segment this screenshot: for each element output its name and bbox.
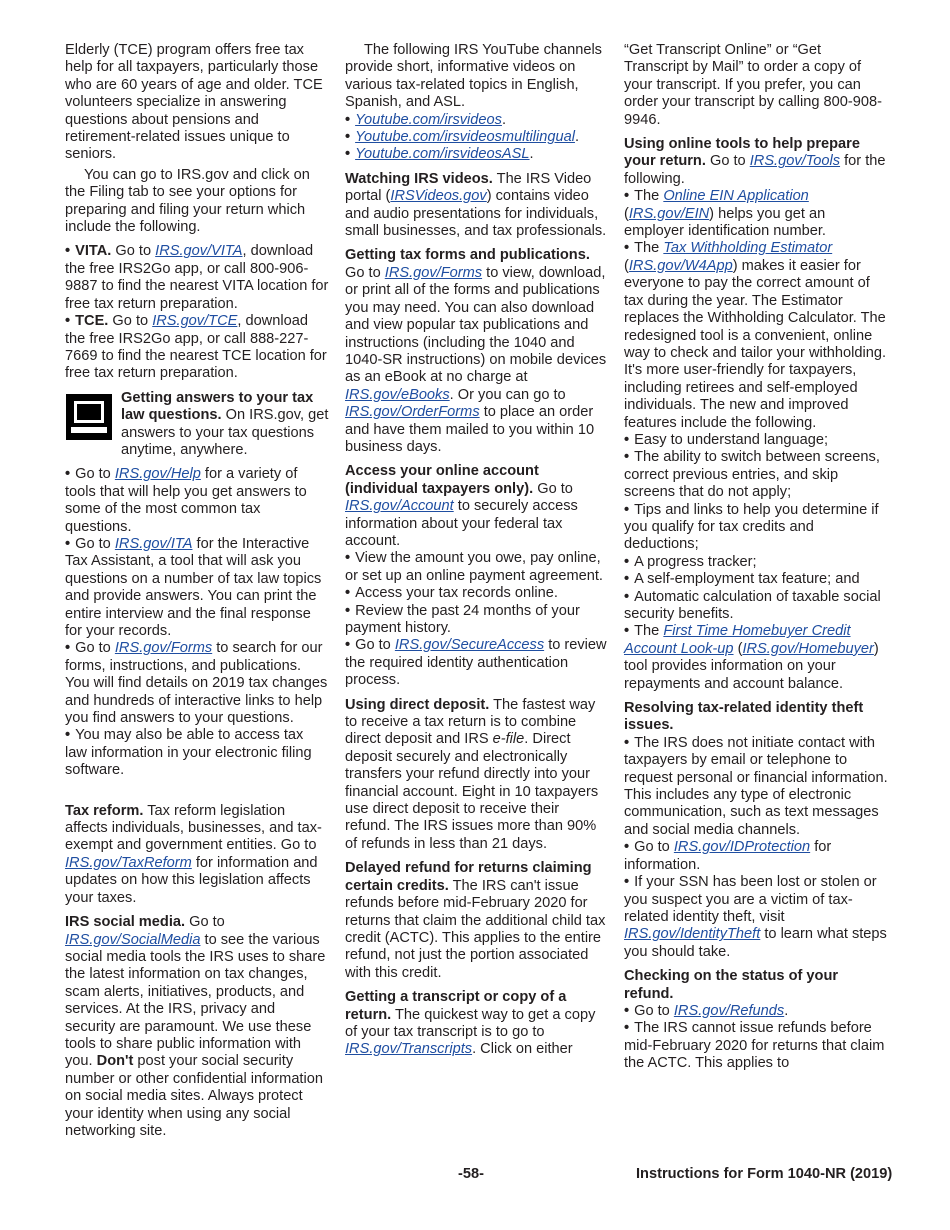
filing-paragraph: You can go to IRS.gov and click on the Filing tab to see your options for preparing and filing your return which include the following. (65, 166, 310, 236)
taxforms-paragraph: Getting tax forms and publications. Go to IRS.gov/Forms to view, download, or print all of the forms and publications you may need. You can also download and view popular tax publications and instructions (including the 1040 and 1040-SR instructions) on mobile devices as an eBook at no charge at IRS.gov/eBooks. Or you can go to IRS.gov/OrderForms to place an order and have them mailed to you within 10 business days. (345, 247, 607, 455)
transcript-paragraph: Getting a transcript or copy of a return. The quickest way to get a copy of your tax transcript is to go to IRS.gov/Transcripts. Click on either (345, 989, 596, 1058)
youtube-item: • Youtube.com/irsvideosmultilingual. (345, 129, 607, 146)
taxreform-link[interactable]: IRS.gov/TaxReform (65, 854, 192, 871)
refund-item: • The IRS cannot issue refunds before mid-February 2020 for returns that claim the ACTC. This applies to (624, 1020, 888, 1072)
forms-link-2[interactable]: IRS.gov/Forms (384, 264, 483, 281)
identitytheft-link[interactable]: IRS.gov/IdentityTheft (624, 926, 761, 943)
youtube-item: • Youtube.com/irsvideosASL. (345, 146, 607, 163)
account-link[interactable]: IRS.gov/Account (345, 498, 454, 515)
ebooks-link[interactable]: IRS.gov/eBooks (345, 386, 450, 403)
reform-paragraph: Tax reform. Tax reform legislation affects individuals, businesses, and tax-exempt and government entities. Go to IRS.gov/TaxReform for information and updates on how this legislation affects your taxes. (65, 802, 322, 906)
feature-item: • Tips and links to help you determine if you qualify for tax credits and deductions; (624, 502, 888, 554)
feature-item: • A self-employment tax feature; and (624, 571, 888, 588)
ein-item: • The Online EIN Application (IRS.gov/EIN) helps you get an employer identification number. (624, 188, 888, 240)
tools-link[interactable]: IRS.gov/Tools (749, 153, 841, 170)
account-bullet: • Access your tax records online. (345, 585, 607, 602)
tce-item: • TCE. Go to IRS.gov/TCE, download the free IRS2Go app, or call 888-227-7669 to find the nearest TCE location for free tax return preparation. (65, 313, 329, 383)
orderforms-link[interactable]: IRS.gov/OrderForms (345, 404, 480, 421)
page-number: -58- (458, 1166, 484, 1182)
transcript-continued: “Get Transcript Online” or “Get Transcript by Mail” to order a copy of your transcript. If you prefer, you can order your transcript by calling 800-908-9946. (624, 42, 882, 128)
vita-link[interactable]: IRS.gov/VITA (155, 243, 243, 260)
socialmedia-link[interactable]: IRS.gov/SocialMedia (65, 931, 201, 948)
homebuyer-lookup-link[interactable]: First Time Homebuyer Credit Account Look-up (624, 623, 851, 657)
answers-heading: Getting answers to your tax law questions. (121, 389, 314, 424)
idprotection-link[interactable]: IRS.gov/IDProtection (673, 839, 811, 856)
youtube-link-2[interactable]: Youtube.com/irsvideosmultilingual (355, 129, 575, 146)
computer-icon (65, 393, 113, 446)
homebuyer-link[interactable]: IRS.gov/Homebuyer (742, 640, 874, 657)
w4app-link[interactable]: IRS.gov/W4App (628, 257, 733, 274)
ein-app-link[interactable]: Online EIN Application (663, 188, 809, 205)
efile-item: • You may also be able to access tax law information in your electronic filing software. (65, 727, 329, 779)
videos-paragraph: Watching IRS videos. The IRS Video portal (IRSVideos.gov) contains video and audio presentations for individuals, small businesses, and tax professionals. (345, 170, 607, 240)
youtube-intro: The following IRS YouTube channels provide short, informative videos on various tax-related topics in English, Spanish, and ASL. (345, 42, 602, 111)
tce-paragraph: Elderly (TCE) program offers free tax help for all taxpayers, particularly those who are 60 years of age and older. TCE volunteers specialize in answering questions about pensions and retirement-related issues unique to seniors. (65, 42, 323, 163)
ita-item: • Go to IRS.gov/ITA for the Interactive Tax Assistant, a tool that will ask you questions on a number of tax law topics and provide answers. You can print the entire interview and the final response for your records. (65, 536, 329, 640)
youtube-link-3[interactable]: Youtube.com/irsvideosASL (355, 146, 530, 163)
social-paragraph: IRS social media. Go to IRS.gov/SocialMedia to see the various social media tools the IRS uses to share the latest information on tax changes, scam alerts, initiatives, products, and services. At the IRS, privacy and security are paramount. We use these tools to share public information with you. Don't post your social security number or other confidential information on social media sites. Always protect your identity when using any social networking site. (65, 914, 326, 1139)
forms-link[interactable]: IRS.gov/Forms (114, 640, 213, 657)
secure-item: • Go to IRS.gov/SecureAccess to review the required identity authentication process. (345, 637, 607, 689)
refund-heading: Checking on the status of your refund. (624, 968, 839, 1002)
homebuyer-item: • The First Time Homebuyer Credit Account Look-up (IRS.gov/Homebuyer) tool provides information on your repayments and account balance. (624, 623, 888, 693)
account-bullet: • View the amount you owe, pay online, or set up an online payment agreement. (345, 550, 607, 585)
tce-link[interactable]: IRS.gov/TCE (152, 313, 238, 330)
youtube-item: • Youtube.com/irsvideos. (345, 112, 607, 129)
refund-item: • Go to IRS.gov/Refunds. (624, 1003, 888, 1020)
irsvideos-link[interactable]: IRSVideos.gov (390, 188, 487, 205)
transcripts-link[interactable]: IRS.gov/Transcripts (345, 1041, 473, 1058)
answers-block: Getting answers to your tax law questions. On IRS.gov, get answers to your tax questions anytime, anywhere. (65, 390, 329, 460)
theft-heading: Resolving tax-related identity theft issues. (624, 700, 864, 734)
secureaccess-link[interactable]: IRS.gov/SecureAccess (394, 637, 545, 654)
theft-item: • The IRS does not initiate contact with taxpayers by email or telephone to request personal or financial information. This includes any type of electronic communication, such as text messages and social media channels. (624, 735, 888, 839)
theft-item: • Go to IRS.gov/IDProtection for information. (624, 839, 888, 874)
feature-item: • Easy to understand language; (624, 432, 888, 449)
ein-link[interactable]: IRS.gov/EIN (628, 205, 710, 222)
theft-item: • If your SSN has been lost or stolen or you suspect you are a victim of tax-related identity theft, visit IRS.gov/IdentityTheft to learn what steps you should take. (624, 874, 888, 961)
help-item: • Go to IRS.gov/Help for a variety of tools that will help you get answers to some of the most common tax questions. (65, 466, 329, 536)
help-link[interactable]: IRS.gov/Help (114, 466, 201, 483)
document-title: Instructions for Form 1040-NR (2019) (636, 1166, 893, 1182)
ita-link[interactable]: IRS.gov/ITA (114, 535, 193, 552)
column-3 (624, 42, 888, 1073)
account-paragraph: Access your online account (individual taxpayers only). Go to IRS.gov/Account to securely access information about your federal tax account. (345, 463, 578, 549)
vita-item: • VITA. Go to IRS.gov/VITA, download the free IRS2Go app, or call 800-906-9887 to find the nearest VITA location for free tax return preparation. (65, 243, 329, 313)
forms-item: • Go to IRS.gov/Forms to search for our forms, instructions, and publications. You will find details on 2019 tax changes and hundreds of interactive links to help you find answers to your questions. (65, 640, 329, 727)
withholding-item: • The Tax Withholding Estimator (IRS.gov/W4App) makes it easier for everyone to pay the correct amount of tax during the year. The Estimator replaces the Withholding Calculator. The redesigned tool is a convenient, online way to check and tailor your withholding. It's more user-friendly for taxpayers, including retirees and self-employed individuals. The new and improved features include the following. (624, 240, 888, 431)
feature-item: • A progress tracker; (624, 554, 888, 571)
column-2 (345, 42, 607, 1059)
feature-item: • Automatic calculation of taxable social security benefits. (624, 589, 888, 624)
deposit-paragraph: Using direct deposit. The fastest way to receive a tax return is to combine direct deposit and IRS e-file. Direct deposit securely and electronically transfers your refund directly into your financial account. Eight in 10 taxpayers use direct deposit to receive their refund. The IRS issues more than 90% of refunds in less than 21 days. (345, 696, 599, 852)
feature-item: • The ability to switch between screens, correct previous entries, and skip screens that do not apply; (624, 449, 888, 501)
youtube-link-1[interactable]: Youtube.com/irsvideos (355, 111, 502, 128)
column-1 (65, 42, 329, 1140)
tools-paragraph: Using online tools to help prepare your return. Go to IRS.gov/Tools for the following. (624, 136, 886, 187)
account-bullet: • Review the past 24 months of your payment history. (345, 603, 607, 638)
delayed-paragraph: Delayed refund for returns claiming certain credits. The IRS can't issue refunds before mid-February 2020 for returns that claim the additional child tax credit (ACTC). This applies to the entire refund, not just the portion associated with this credit. (345, 860, 606, 981)
refunds-link[interactable]: IRS.gov/Refunds (673, 1002, 785, 1019)
withholding-estimator-link[interactable]: Tax Withholding Estimator (663, 240, 833, 257)
